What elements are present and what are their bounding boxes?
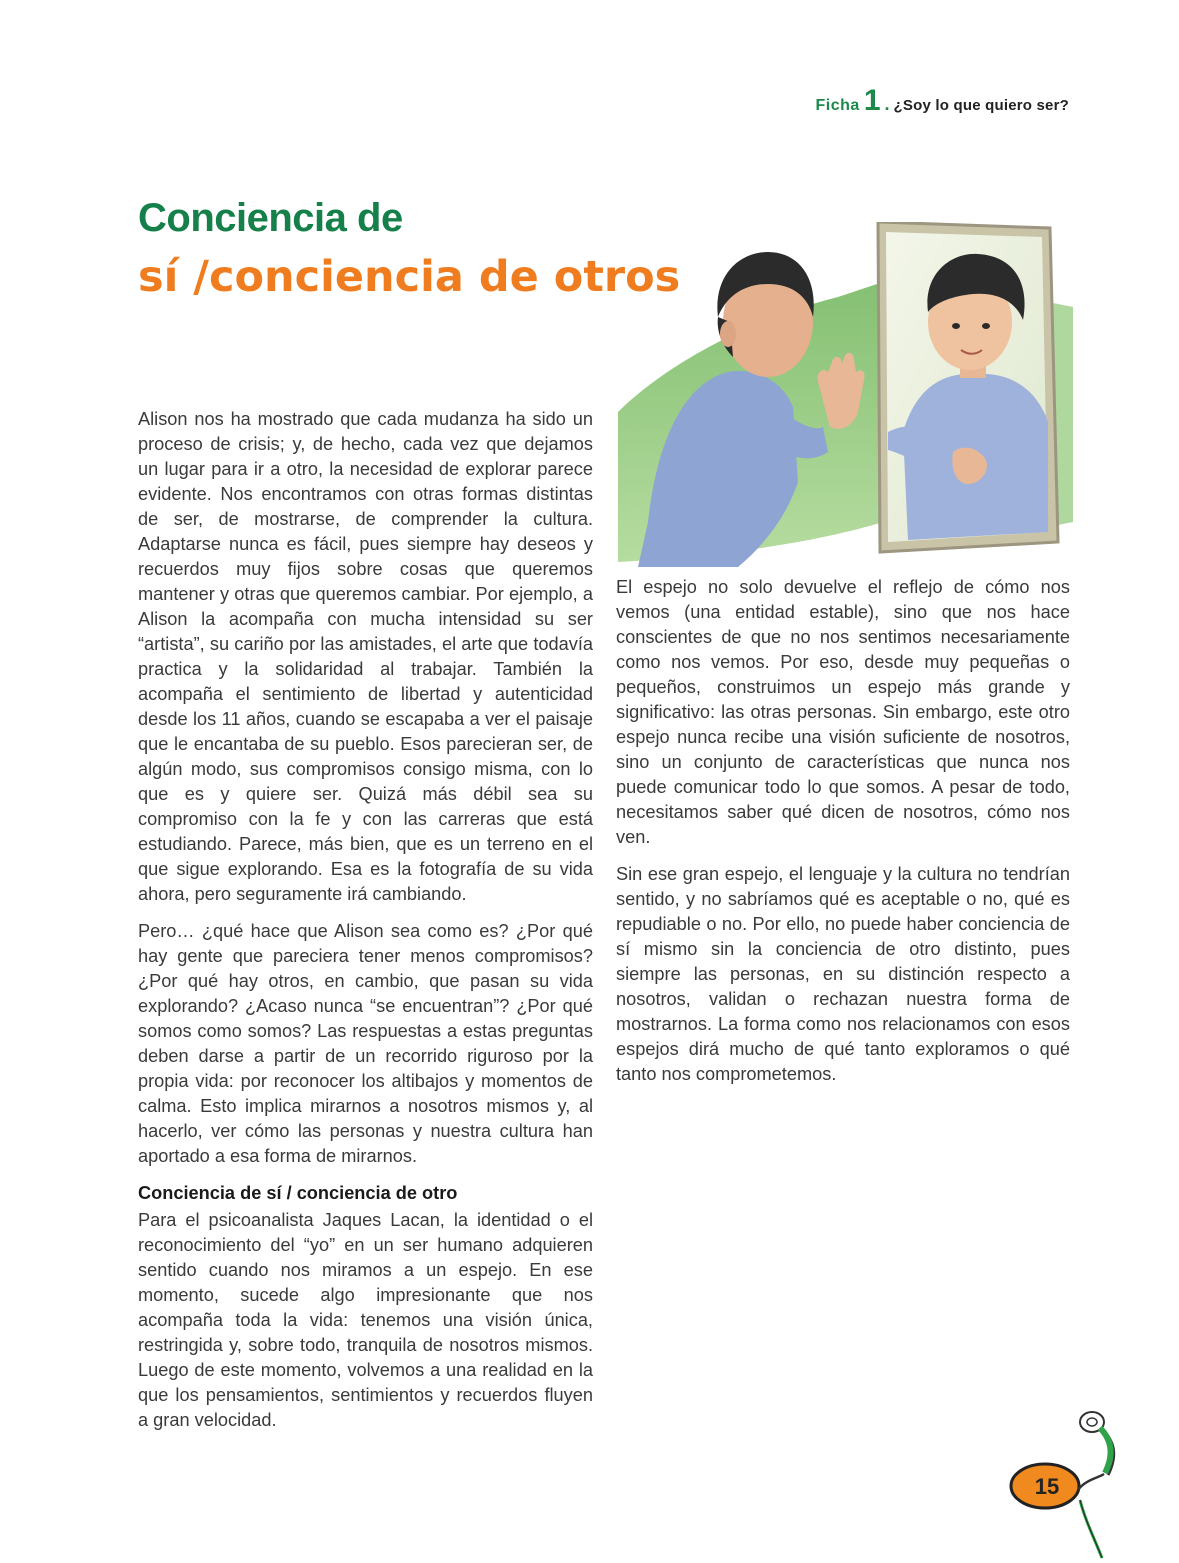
page-title-line2: sí /conciencia de otros: [138, 252, 681, 302]
section-subheading: Conciencia de sí / conciencia de otro: [138, 1183, 458, 1203]
ficha-dot: .: [884, 94, 890, 114]
body-paragraph: Para el psicoanalista Jaques Lacan, la identidad o el reconocimiento del “yo” en un ser humano adquieren sentido cuando nos miramos a un espejo. En ese momento, sucede algo impresionante que nos acompaña toda la vida: tenemos una visión única, restringida y, sobre todo, tranquila de nosotros mismos. Luego de este momento, volvemos a una realidad en la que los pensamientos, sentimientos y recuerdos fluyen a gran velocidad.: [138, 1210, 593, 1430]
body-paragraph: Alison nos ha mostrado que cada mudanza ha sido un proceso de crisis; y, de hecho, cada vez que dejamos un lugar para ir a otro, la necesidad de explorar parece evidente. Nos encontramos con otras formas distintas de ser, de mostrarse, de comprender la cultura. Adaptarse nunca es fácil, pues siempre hay deseos y recuerdos muy fijos sobre cosas que queremos mantener y otras que queremos cambiar. Por ejemplo, a Alison la acompaña con mucha intensidad su ser “artista”, su cariño por las amistades, el arte que todavía practica y la solidaridad al trabajar. También la acompaña el sentimiento de libertad y autenticidad desde los 11 años, cuando se escapaba a ver el paisaje que le encantaba de su pueblo. Esos parecieran ser, de algún modo, sus compromisos consigo misma, con lo que es y quiere ser. Quizá más débil sea su compromiso con la fe y con las carreras que está estudiando. Parece, más bien, que es un terreno en el que sigue explorando. Esa es la fotografía de su vida ahora, pero seguramente irá cambiando.: [138, 409, 593, 904]
chapter-header: [816, 86, 1069, 116]
body-paragraph: El espejo no solo devuelve el reflejo de cómo nos vemos (una entidad estable), sino que nos hace conscientes de que no nos sentimos necesariamente como nos vemos. Por eso, desde muy pequeñas o pequeños, construimos un espejo más grande y significativo: las otras personas. Sin embargo, este otro espejo nunca recibe una visión suficiente de nosotros, sino un conjunto de características que nunca nos puede comunicar todo lo que somos. A pesar de todo, necesitamos saber qué dicen de nosotros, cómo nos ven.: [616, 577, 1070, 847]
boy-mirror-illustration: [618, 222, 1073, 567]
left-column: [138, 407, 593, 1445]
ficha-label: Ficha: [815, 97, 860, 114]
body-paragraph: Pero… ¿qué hace que Alison sea como es? ¿Por qué hay gente que pareciera tener menos compromisos? ¿Por qué hay otros, en cambio, que pasan su vida explorando? ¿Acaso nunca “se encuentran”? ¿Por qué somos como somos? Las respuestas a estas preguntas deben darse a partir de un recorrido riguroso por la propia vida: por reconocer los altibajos y momentos de calma. Esto implica mirarnos a nosotros mismos y, al hacerlo, ver cómo las personas y nuestra cultura han aportado a esa forma de mirarnos.: [138, 921, 593, 1166]
ficha-subtitle: ¿Soy lo que quiero ser?: [893, 97, 1069, 114]
page-number: 15: [1034, 1474, 1060, 1499]
body-paragraph: Sin ese gran espejo, el lenguaje y la cultura no tendrían sentido, y no sabríamos qué es aceptable o no, qué es repudiable o no. Por ello, no puede haber conciencia de sí mismo sin la conciencia de otro distinto, pues siempre las personas, en su distinción respecto a nosotros, validan o rechazan nuestra forma de mostrarnos. La forma como nos relacionamos con esos espejos dirá mucho de qué tanto exploramos o qué tanto nos comprometemos.: [616, 864, 1070, 1084]
right-column: [616, 575, 1070, 1099]
page-title-line1: Conciencia de: [138, 196, 403, 240]
ficha-number: 1: [863, 84, 881, 117]
